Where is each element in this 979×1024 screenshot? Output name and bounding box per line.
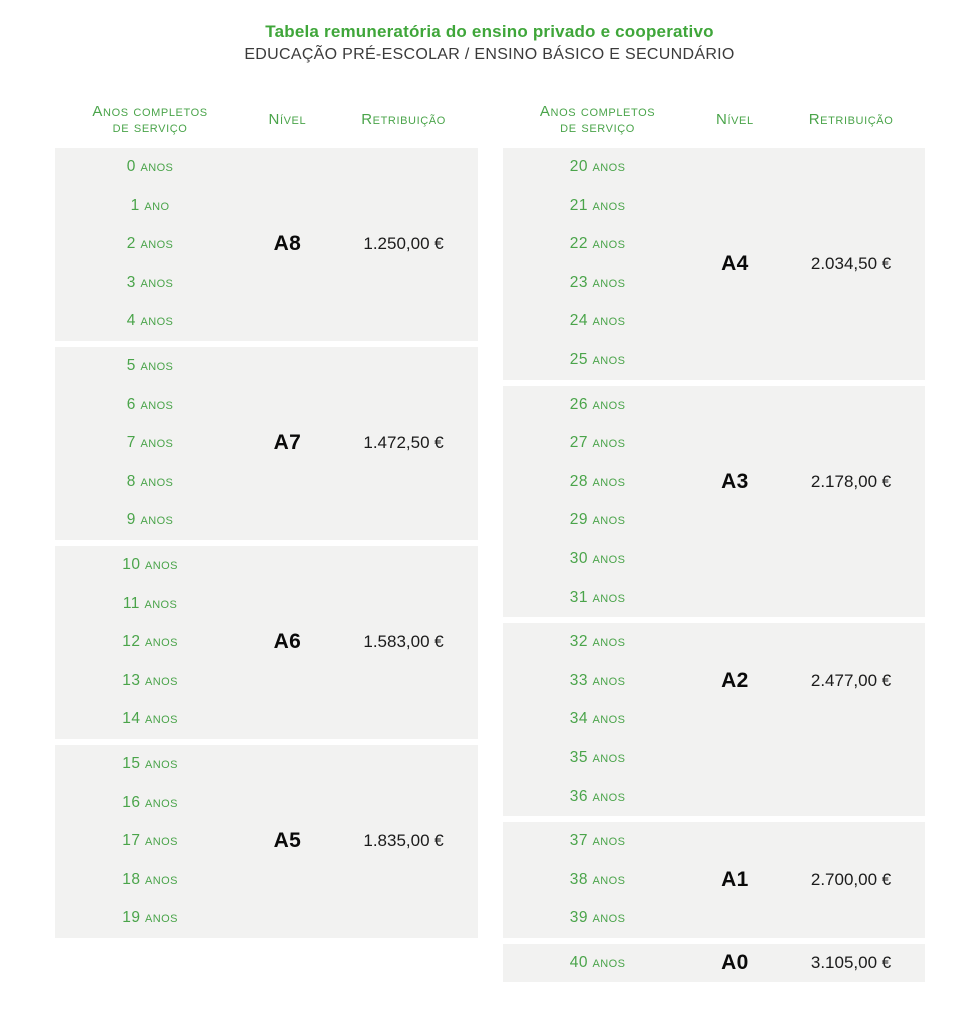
pay-value: 1.472,50 € — [363, 433, 444, 453]
year-row: 8 anos — [126, 472, 174, 490]
year-row: 30 anos — [569, 549, 626, 567]
years-list — [55, 745, 245, 938]
pay-band-a8 — [55, 148, 478, 341]
level-label: A5 — [273, 829, 302, 853]
pay-value: 2.700,00 € — [810, 869, 892, 889]
level-label: A7 — [273, 431, 302, 455]
pay-header: Retribuição — [808, 110, 894, 128]
level-label: A1 — [721, 867, 749, 891]
year-row: 34 anos — [569, 710, 626, 728]
year-row: 28 anos — [569, 472, 626, 490]
level-label: A6 — [273, 630, 302, 654]
pay-band-a6 — [55, 546, 478, 739]
pay-value: 1.250,00 € — [363, 234, 444, 254]
year-row: 25 anos — [569, 350, 626, 368]
pay-value: 2.477,00 € — [810, 671, 892, 691]
years-header — [55, 104, 245, 137]
year-row: 20 anos — [569, 158, 626, 175]
year-row: 21 anos — [569, 196, 626, 214]
year-row: 31 anos — [569, 588, 626, 606]
year-row: 4 anos — [126, 312, 174, 330]
year-row: 29 anos — [569, 511, 626, 529]
years-list — [55, 546, 245, 739]
year-row: 36 anos — [569, 787, 626, 805]
year-row: 9 anos — [126, 511, 174, 529]
year-row: 17 anos — [122, 832, 178, 850]
year-row: 38 anos — [569, 870, 626, 888]
year-row: 0 anos — [126, 158, 174, 175]
pay-band-a7 — [55, 347, 478, 540]
column-header — [55, 100, 478, 140]
year-row: 23 anos — [569, 273, 626, 291]
years-list — [503, 623, 693, 816]
level-label: A4 — [721, 251, 749, 275]
year-row: 7 anos — [126, 434, 174, 452]
year-row: 27 anos — [569, 434, 626, 452]
years-header-line2: de serviço — [112, 119, 188, 136]
year-row: 15 anos — [122, 754, 178, 772]
year-row: 2 anos — [126, 235, 174, 253]
pay-band-a3 — [503, 386, 926, 618]
pay-value: 2.178,00 € — [810, 472, 892, 492]
column-header — [503, 100, 926, 140]
pay-header: Retribuição — [361, 110, 446, 128]
years-list — [503, 822, 693, 938]
pay-value: 3.105,00 € — [810, 953, 892, 973]
level-header: Nível — [268, 110, 307, 128]
year-row: 6 anos — [126, 395, 174, 413]
year-row: 5 anos — [126, 356, 174, 374]
level-label: A3 — [721, 470, 749, 494]
years-header-line1: Anos completos — [92, 102, 208, 120]
table-column-right — [503, 100, 926, 988]
level-label: A8 — [273, 232, 302, 256]
year-row: 19 anos — [122, 909, 178, 927]
year-row: 35 anos — [569, 748, 626, 766]
pay-band-a5 — [55, 745, 478, 938]
years-header-line2: de serviço — [560, 119, 635, 136]
year-row: 40 anos — [569, 953, 626, 971]
pay-band-a1 — [503, 822, 926, 938]
year-row: 16 anos — [122, 793, 178, 811]
page-title: Tabela remuneratória do ensino privado e cooperativo — [265, 22, 714, 41]
pay-value: 1.835,00 € — [363, 831, 444, 851]
table-column-left — [55, 100, 478, 988]
year-row: 24 anos — [569, 312, 626, 330]
year-row: 22 anos — [569, 235, 626, 253]
year-row: 1 ano — [130, 196, 170, 214]
page-subtitle: EDUCAÇÃO PRÉ-ESCOLAR / ENSINO BÁSICO E SECUNDÁRIO — [244, 46, 735, 63]
year-row: 39 anos — [569, 909, 626, 927]
year-row: 3 anos — [126, 273, 174, 291]
level-label: A0 — [721, 951, 749, 975]
year-row: 11 anos — [122, 594, 178, 612]
year-row: 18 anos — [122, 870, 178, 888]
pay-band-a0 — [503, 944, 926, 983]
level-label: A2 — [721, 669, 749, 693]
year-row: 32 anos — [569, 633, 626, 651]
years-list — [503, 386, 693, 618]
years-list — [55, 148, 245, 341]
years-header-line1: Anos completos — [539, 102, 656, 120]
pay-value: 1.583,00 € — [363, 632, 444, 652]
pay-band-a4 — [503, 148, 926, 380]
pay-value: 2.034,50 € — [810, 253, 892, 273]
year-row: 14 anos — [122, 710, 178, 728]
year-row: 26 anos — [569, 395, 626, 413]
table-columns — [55, 100, 925, 988]
years-header — [503, 104, 693, 137]
pay-band-a2 — [503, 623, 926, 816]
level-header: Nível — [716, 110, 754, 128]
year-row: 33 anos — [569, 671, 626, 689]
year-row: 12 anos — [122, 633, 178, 651]
year-row: 10 anos — [122, 555, 178, 573]
years-list — [503, 944, 693, 983]
years-list — [55, 347, 245, 540]
year-row: 37 anos — [569, 832, 626, 850]
years-list — [503, 148, 693, 380]
year-row: 13 anos — [122, 671, 178, 689]
